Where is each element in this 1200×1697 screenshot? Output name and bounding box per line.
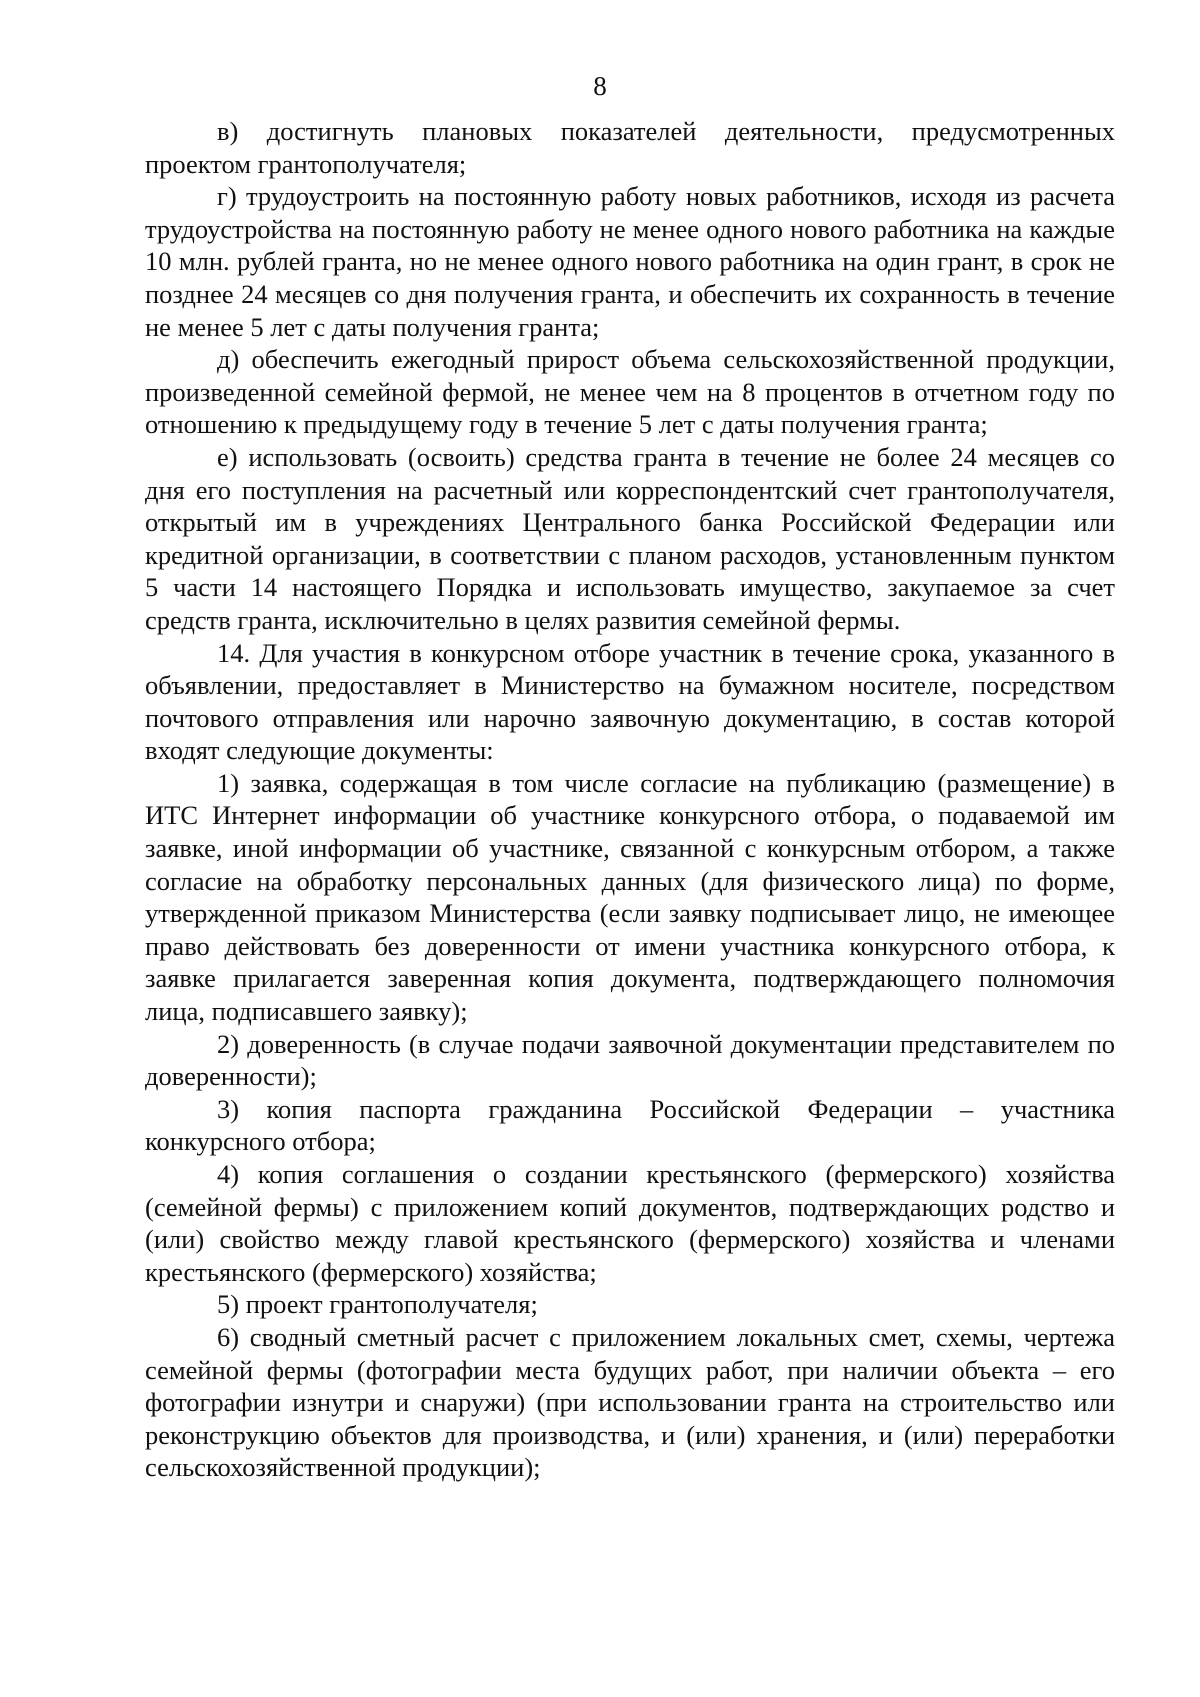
paragraph-doc-1-application: 1) заявка, содержащая в том числе согласие на публикацию (размещение) в ИТС Интернет информации об участнике конкурсного отбора, о подаваемой им заявке, иной информации об участнике, связанной с конкурсным отбором, а также согласие на обработку персональных данных (для физического лица) по форме, утвержденной приказом Министерства (если заявку подписывает лицо, не имеющее право действовать без доверенности от имени участника конкурсного отбора, к заявке прилагается заверенная копия документа, подтверждающего полномочия лица, подписавшего заявку); bbox=[145, 767, 1115, 1027]
paragraph-item-v: в) достигнуть плановых показателей деятельности, предусмотренных проектом грантополучателя; bbox=[145, 116, 1115, 179]
page-number: 8 bbox=[593, 71, 607, 101]
paragraph-item-e: е) использовать (освоить) средства гранта в течение не более 24 месяцев со дня его поступления на расчетный или корреспондентский счет грантополучателя, открытый им в учреждениях Центрального банка Российской Федерации или кредитной организации, в соответствии с планом расходов, установленным пунктом 5 части 14 настоящего Порядка и использовать имущество, закупаемое за счет средств гранта, исключительно в целях развития семейной фермы. bbox=[145, 441, 1115, 635]
paragraph-doc-4-farm-agreement: 4) копия соглашения о создании крестьянского (фермерского) хозяйства (семейной фермы) с приложением копий документов, подтверждающих родство и (или) свойство между главой крестьянского (фермерского) хозяйства и членами крестьянского (фермерского) хозяйства; bbox=[145, 1159, 1115, 1287]
document-body bbox=[145, 115, 1115, 1484]
paragraph-doc-6-estimate: 6) сводный сметный расчет с приложением локальных смет, схемы, чертежа семейной фермы (фотографии места будущих работ, при наличии объекта – его фотографии изнутри и снаружи) (при использовании гранта на строительство или реконструкцию объектов для производства, и (или) хранения, и (или) переработки сельскохозяйственной продукции); bbox=[145, 1321, 1115, 1483]
paragraph-item-d: д) обеспечить ежегодный прирост объема сельскохозяйственной продукции, произведенной семейной фермой, не менее чем на 8 процентов в отчетном году по отношению к предыдущему году в течение 5 лет с даты получения гранта; bbox=[145, 344, 1115, 440]
paragraph-doc-3-passport: 3) копия паспорта гражданина Российской Федерации – участника конкурсного отбора; bbox=[145, 1093, 1115, 1157]
paragraph-item-g: г) трудоустроить на постоянную работу новых работников, исходя из расчета трудоустройства на постоянную работу не менее одного нового работника на каждые 10 млн. рублей гранта, но не менее одного нового работника на один грант, в срок не позднее 24 месяцев со дня получения гранта, и обеспечить их сохранность в течение не менее 5 лет с даты получения гранта; bbox=[145, 181, 1115, 342]
paragraph-clause-14: 14. Для участия в конкурсном отборе участник в течение срока, указанного в объявлении, предоставляет в Министерство на бумажном носителе, посредством почтового отправления или нарочно заявочную документацию, в состав которой входят следующие документы: bbox=[145, 637, 1115, 766]
paragraph-doc-5-project: 5) проект грантополучателя; bbox=[217, 1289, 538, 1320]
paragraph-doc-2-power-of-attorney: 2) доверенность (в случае подачи заявочной документации представителем по доверенности); bbox=[145, 1028, 1115, 1092]
